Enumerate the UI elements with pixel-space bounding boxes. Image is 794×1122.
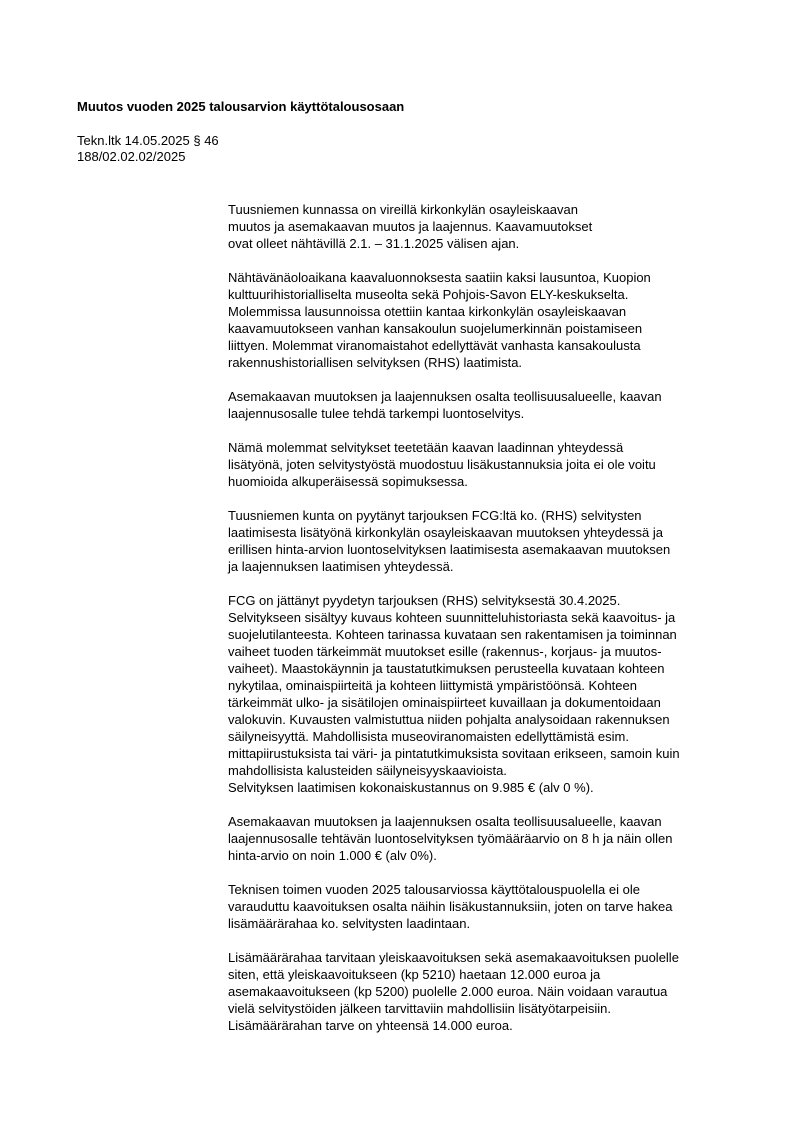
paragraph-line: Asemakaavan muutoksen ja laajennuksen osalta teollisuusalueelle, kaavan [228, 814, 662, 829]
body-paragraph [228, 439, 748, 490]
paragraph-line: nykytilaa, ominaispiirteitä ja kohteen liittymistä ympäristöönsä. Kohteen [228, 678, 637, 693]
paragraph-line: Molemmissa lausunnoissa otettiin kantaa kirkonkylän osayleiskaavan [228, 304, 627, 319]
body-paragraph [228, 201, 748, 252]
paragraph-line: vaiheet). Maastokäynnin ja taustatutkimuksen perusteella kuvataan kohteen [228, 661, 665, 676]
paragraph-line: lisämäärärahaa ko. selvitysten laadintaan. [228, 916, 471, 931]
paragraph-line: hinta-arvio on noin 1.000 € (alv 0%). [228, 848, 437, 863]
paragraph-line: laatimisesta lisätyönä kirkonkylän osayleiskaavan muutoksen yhteydessä ja [228, 525, 663, 540]
body-paragraph [228, 507, 748, 575]
body-paragraph [228, 592, 748, 796]
paragraph-line: varauduttu kaavoituksen osalta näihin lisäkustannuksiin, joten on tarve hakea [228, 899, 673, 914]
paragraph-line: Lisämäärärahan tarve on yhteensä 14.000 euroa. [228, 1018, 513, 1033]
paragraph-line: Tuusniemen kunta on pyytänyt tarjouksen FCG:ltä ko. (RHS) selvitysten [228, 508, 642, 523]
paragraph-line: mittapiirustuksista tai väri- ja pintatutkimuksista sovitaan erikseen, samoin kuin [228, 746, 680, 761]
paragraph-line: kaavamuutokseen vanhan kansakoulun suojelumerkinnän poistamiseen [228, 321, 643, 336]
paragraph-line: FCG on jättänyt pyydetyn tarjouksen (RHS) selvityksestä 30.4.2025. [228, 593, 621, 608]
paragraph-line: Nähtävänäoloaikana kaavaluonnoksesta saatiin kaksi lausuntoa, Kuopion [228, 270, 651, 285]
document-title: Muutos vuoden 2025 talousarvion käyttötalousosaan [77, 99, 405, 114]
record-number-line: 188/02.02.02/2025 [77, 149, 186, 164]
paragraph-line: Nämä molemmat selvitykset teetetään kaavan laadinnan yhteydessä [228, 440, 624, 455]
paragraph-line: vaiheet tuoden tärkeimmät muutokset esille (rakennus-, korjaus- ja muutos- [228, 644, 662, 659]
paragraph-line: laajennusosalle tehtävän luontoselvityksen työmääräarvio on 8 h ja näin ollen [228, 831, 673, 846]
paragraph-line: valokuvin. Kuvausten valmistuttua niiden pohjalta analysoidaan rakennuksen [228, 712, 670, 727]
paragraph-line: laajennusosalle tulee tehdä tarkempi luontoselvitys. [228, 406, 525, 421]
paragraph-line: Asemakaavan muutoksen ja laajennuksen osalta teollisuusalueelle, kaavan [228, 389, 662, 404]
paragraph-line: Selvitykseen sisältyy kuvaus kohteen suunnitteluhistoriasta sekä kaavoitus- ja [228, 610, 676, 625]
paragraph-line: Lisämäärärahaa tarvitaan yleiskaavoituksen sekä asemakaavoituksen puolelle [228, 950, 679, 965]
meeting-date-line: Tekn.ltk 14.05.2025 § 46 [77, 133, 219, 148]
paragraph-line: Teknisen toimen vuoden 2025 talousarviossa käyttötalouspuolella ei ole [228, 882, 640, 897]
body-paragraph [228, 813, 748, 864]
paragraph-line: säilyneisyyttä. Mahdollisista museoviranomaisten edellyttämistä esim. [228, 729, 629, 744]
paragraph-line: muutos ja asemakaavan muutos ja laajennus. Kaavamuutokset [228, 219, 593, 234]
paragraph-line: asemakaavoitukseen (kp 5200) puolelle 2.000 euroa. Näin voidaan varautua [228, 984, 668, 999]
paragraph-line: rakennushistoriallisen selvityksen (RHS) laatimista. [228, 355, 523, 370]
paragraph-line: suojelutilanteesta. Kohteen tarinassa kuvataan sen rakentamisen ja toiminnan [228, 627, 677, 642]
body-paragraph [228, 388, 748, 422]
paragraph-line: ja laajennuksen laatimisen yhteydessä. [228, 559, 454, 574]
body-paragraph [228, 881, 748, 932]
body-paragraph [228, 949, 748, 1034]
paragraph-line: tärkeimmät ulko- ja sisätilojen ominaispiirteet kuvaillaan ja dokumentoidaan [228, 695, 661, 710]
paragraph-line: erillisen hinta-arvion luontoselvityksen laatimisesta asemakaavan muutoksen [228, 542, 671, 557]
paragraph-line: mahdollisista kalusteiden säilyneisyyskaavioista. [228, 763, 507, 778]
paragraph-line: kulttuurihistorialliselta museolta sekä Pohjois-Savon ELY-keskukselta. [228, 287, 629, 302]
paragraph-line: Tuusniemen kunnassa on vireillä kirkonkylän osayleiskaavan [228, 202, 578, 217]
body-paragraph [228, 269, 748, 371]
paragraph-line: siten, että yleiskaavoitukseen (kp 5210) haetaan 12.000 euroa ja [228, 967, 601, 982]
paragraph-line: ovat olleet nähtävillä 2.1. – 31.1.2025 välisen ajan. [228, 236, 520, 251]
paragraph-line: liittyen. Molemmat viranomaistahot edellyttävät vanhasta kansakoulusta [228, 338, 641, 353]
meeting-reference [77, 133, 219, 165]
paragraph-line: lisätyönä, joten selvitystyöstä muodostuu lisäkustannuksia joita ei ole voitu [228, 457, 656, 472]
paragraph-line: Selvityksen laatimisen kokonaiskustannus on 9.985 € (alv 0 %). [228, 780, 594, 795]
paragraph-line: vielä selvitystöiden jälkeen tarvittaviin mahdollisiin lisätyötarpeisiin. [228, 1001, 611, 1016]
paragraph-line: huomioida alkuperäisessä sopimuksessa. [228, 474, 468, 489]
document-body [228, 201, 748, 1051]
